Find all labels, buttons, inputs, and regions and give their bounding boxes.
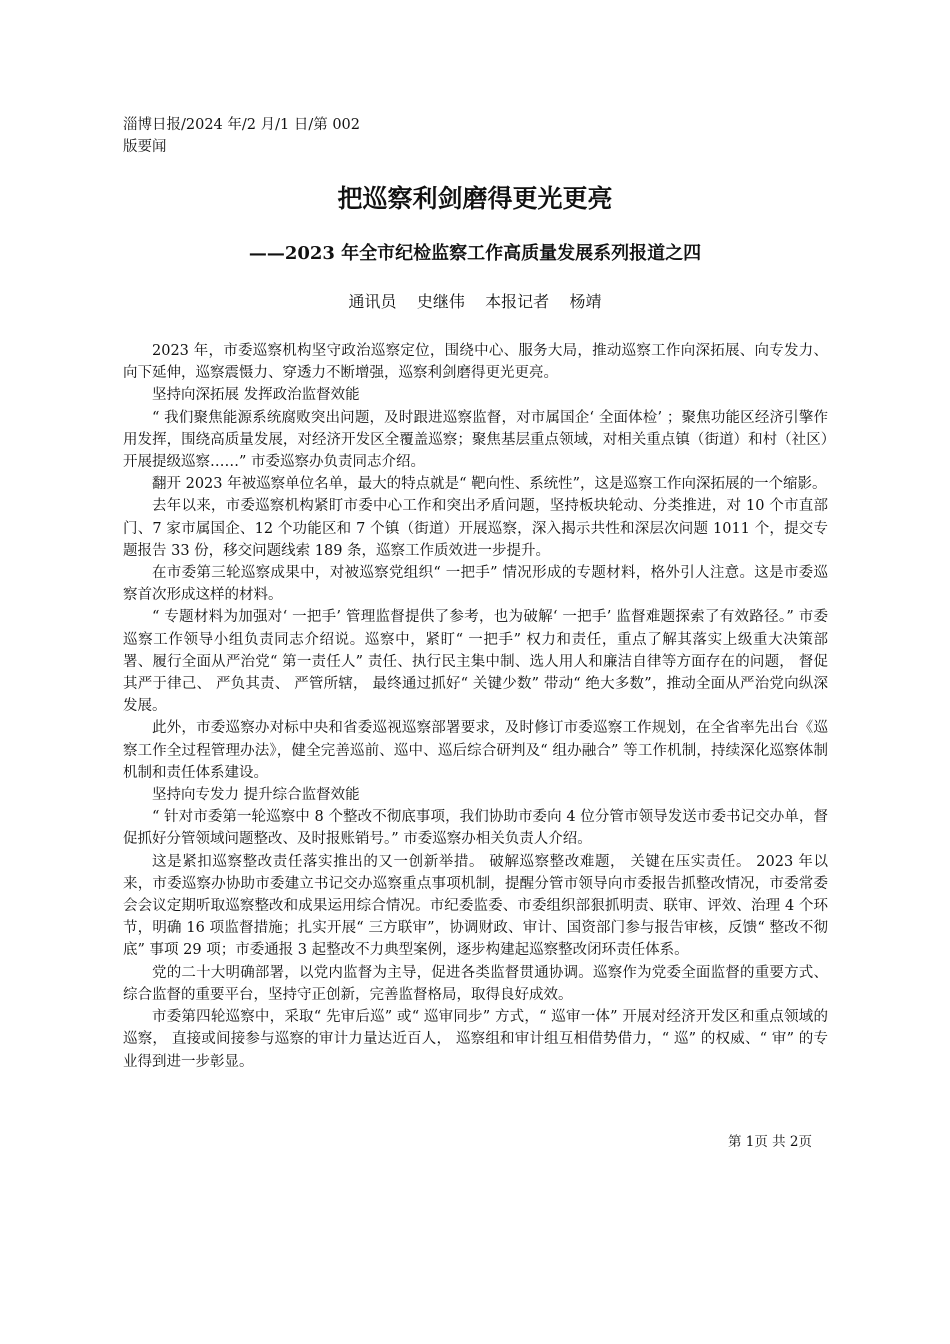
- paragraph: 党的二十大明确部署，以党内监督为主导，促进各类监督贯通协调。巡察作为党委全面监督的重要方式、综合监督的重要平台，坚持守正创新，完善监督格局，取得良好成效。: [123, 964, 828, 1003]
- source-line: 淄博日报/2024 年/2 月/1 日/第 002: [123, 117, 361, 133]
- article-subtitle: ——2023 年全市纪检监察工作高质量发展系列报道之四: [248, 243, 702, 264]
- paragraph: 这是紧扣巡察整改责任落实推出的又一创新举措。 破解巡察整改难题， 关键在压实责任。 2023 年以来，市委巡察办协助市委建立书记交办巡察重点事项机制，提醒分管市领导向市委报告抓整改情况，市委常委会会议定期听取巡察整改和成果运用综合情况。市纪委监委、市委组织部狠抓明责、联审、评效、治理 4 个环节，明确 16 项监督措施；扎实开展“ 三方联审”，协调财政、审计、国资部门参与报告审核，反馈“ 整改不彻底” 事项 29 项；市委通报 3 起整改不力典型案例，逐步构建起巡察整改闭环责任体系。: [123, 853, 828, 959]
- byline: 通讯员 史继伟 本报记者 杨靖: [348, 292, 602, 311]
- article-title: 把巡察利剑磨得更光更亮: [337, 184, 613, 213]
- page-number: 第 1页 共 2页: [727, 1134, 812, 1150]
- section-heading: 坚持向深拓展 发挥政治监督效能: [152, 387, 360, 404]
- paragraph: “ 我们聚焦能源系统腐败突出问题，及时跟进巡察监督，对市属国企‘ 全面体检’ ；聚焦功能区经济引擎作用发挥，围绕高质量发展，对经济开发区全覆盖巡察；聚焦基层重点领域，对相关重点镇（街道）和村（社区）开展提级巡察……” 市委巡察办负责同志介绍。: [123, 409, 828, 471]
- paragraph: 在市委第三轮巡察成果中，对被巡察党组织“ 一把手” 情况形成的专题材料，格外引人注意。这是市委巡察首次形成这样的材料。: [123, 565, 828, 604]
- paragraph: “ 专题材料为加强对‘ 一把手’ 管理监督提供了参考，也为破解‘ 一把手’ 监督难题探索了有效路径。” 市委巡察工作领导小组负责同志介绍说。巡察中，紧盯“ 一把手” 权力和责任，重点了解其落实上级重大决策部署、履行全面从严治党“ 第一责任人” 责任、执行民主集中制、选人用人和廉洁自律等方面存在的问题， 督促其严于律己、 严负其责、 严管所辖， 最终通过抓好“ 关键少数” 带动“ 绝大多数”，推动全面从严治党向纵深发展。: [123, 609, 828, 715]
- paragraph: 2023 年，市委巡察机构坚守政治巡察定位，围绕中心、服务大局，推动巡察工作向深拓展、向专发力、向下延伸，巡察震慑力、穿透力不断增强，巡察利剑磨得更光更亮。: [123, 343, 828, 382]
- section-heading: 坚持向专发力 提升综合监督效能: [152, 787, 360, 804]
- paragraph: 去年以来，市委巡察机构紧盯市委中心工作和突出矛盾问题，坚持板块轮动、分类推进，对 10 个市直部门、7 家市属国企、12 个功能区和 7 个镇（街道）开展巡察，深入揭示共性和深层次问题 1011 个，提交专题报告 33 份，移交问题线索 189 条，巡察工作质效进一步提升。: [123, 498, 828, 559]
- article-body: [123, 340, 828, 1073]
- paragraph: 此外，市委巡察办对标中央和省委巡视巡察部署要求，及时修订市委巡察工作规划，在全省率先出台《巡察工作全过程管理办法》，健全完善巡前、巡中、巡后综合研判及“ 组办融合” 等工作机制，持续深化巡察体制机制和责任体系建设。: [123, 720, 828, 781]
- paragraph: 翻开 2023 年被巡察单位名单，最大的特点就是“ 靶向性、系统性”，这是巡察工作向深拓展的一个缩影。: [152, 476, 827, 493]
- section-label: 版要闻: [123, 139, 167, 155]
- paragraph: 市委第四轮巡察中，采取“ 先审后巡” 或“ 巡审同步” 方式，“ 巡审一体” 开展对经济开发区和重点领域的巡察， 直接或间接参与巡察的审计力量达近百人， 巡察组和审计组互相借势借力，“ 巡” 的权威、“ 审” 的专业得到进一步彰显。: [123, 1009, 828, 1070]
- paragraph: “ 针对市委第一轮巡察中 8 个整改不彻底事项，我们协助市委向 4 位分管市领导发送市委书记交办单，督促抓好分管领域问题整改、及时报账销号。” 市委巡察办相关负责人介绍。: [123, 809, 828, 848]
